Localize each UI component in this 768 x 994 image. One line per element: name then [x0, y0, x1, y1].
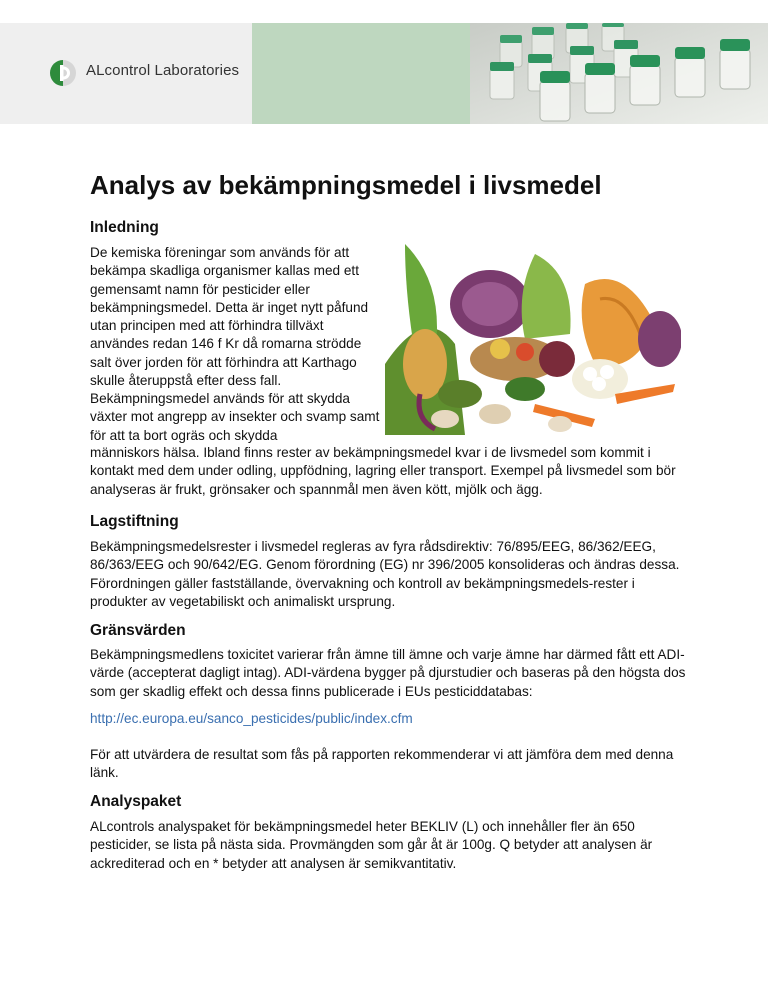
company-name: ALcontrol Laboratories — [86, 62, 240, 79]
alcontrol-logo-icon — [49, 59, 77, 87]
legislation-paragraph: Bekämpningsmedelsrester i livsmedel regleras av fyra rådsdirektiv: 76/895/EEG, 86/362/EEG, 86/363/EEG och 90/642/EG. Genom förordning (EG) nr 396/2005 konsolideras och ändras dessa. Förordningen gäller fastställande, övervakning och kontroll av bekämpningsmedels-rester i produkter av vegetabiliskt och animaliskt ursprung. — [90, 539, 680, 609]
banner-logo-panel — [0, 23, 252, 124]
intro-paragraph-1: De kemiska föreningar som används för att bekämpa skadliga organismer kallas med ett gemensamt namn för pesticider eller bekämpningsmedel. Detta är inget nytt påfund utan principen med att förhindra tillväxt användes redan 146 f Kr då romarna strödde salt över jorden för att förhindra att Karthago skulle återuppstå efter dess fall. — [90, 245, 369, 389]
intro-paragraph-2-bottom: människors hälsa. Ibland finns rester av bekämpningsmedel kvar i de livsmedel som kommit i kontakt med dem under odling, uppfödning, lagring eller transport. Exempel på livsmedel som bör analyseras är frukt, grönsaker och spannmål men även kött, mjölk och ägg. — [90, 445, 676, 497]
heading-intro: Inledning — [90, 219, 159, 236]
limits-paragraph-2: För att utvärdera de resultat som fås på rapporten rekommenderar vi att jämföra dem med denna länk. — [90, 747, 674, 781]
vegetables-photo — [385, 244, 681, 435]
header-banner — [0, 23, 768, 124]
limits-paragraph-1: Bekämpningsmedlens toxicitet varierar från ämne till ämne och varje ämne har därmed fått ett ADI-värde (accepterat dagligt intag). ADI-värdena bygger på djurstudier och baseras på den högsta dos som ger skadlig effekt och dessa finns publicerade i EUs pesticiddatabas: — [90, 647, 686, 699]
package-paragraph: ALcontrols analyspaket för bekämpningsmedel heter BEKLIV (L) och innehåller fler än 650 pesticider, se lista på nästa sida. Provmängden som går åt är 100g. Q betyder att analysen är ackrediterad och en * betyder att analysen är semikvantitativ. — [90, 819, 653, 871]
eu-pesticide-database-link[interactable]: http://ec.europa.eu/sanco_pesticides/public/index.cfm — [90, 711, 413, 726]
intro-paragraph-2-top: Bekämpningsmedel används för att skydda växter mot angrepp av insekter och svamp samt för att ta bort ogräs och skydda — [90, 391, 380, 443]
heading-limits: Gränsvärden — [90, 622, 186, 639]
heading-legislation: Lagstiftning — [90, 513, 179, 530]
banner-vials-photo — [470, 23, 768, 124]
heading-package: Analyspaket — [90, 793, 182, 810]
page-title: Analys av bekämpningsmedel i livsmedel — [90, 170, 602, 200]
banner-green-panel — [252, 23, 470, 124]
